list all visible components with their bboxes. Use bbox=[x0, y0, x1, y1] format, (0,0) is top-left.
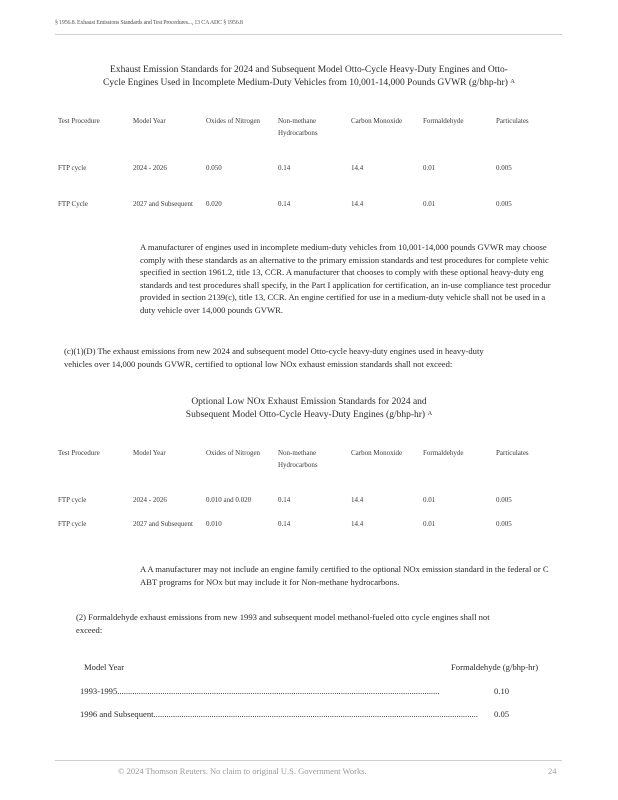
table1-header-co: Carbon Monoxide bbox=[351, 117, 403, 125]
table-cell: 0.14 bbox=[278, 496, 291, 504]
table-cell: 0.01 bbox=[423, 520, 436, 528]
table2-header-formaldehyde: Formaldehyde bbox=[423, 449, 464, 457]
table3-header-model-year: Model Year bbox=[84, 662, 125, 672]
running-header: § 1956.8. Exhaust Emissions Standards and Test Procedures..., 13 CA ADC § 1956.8 bbox=[55, 20, 243, 26]
paragraph-c-1-d bbox=[64, 345, 484, 370]
table3-header-formaldehyde: Formaldehyde (g/bhp-hr) bbox=[451, 662, 539, 672]
table2-header-nox: Oxides of Nitrogen bbox=[206, 449, 261, 457]
table-cell: 0.050 bbox=[206, 164, 222, 172]
table-cell: 0.005 bbox=[496, 520, 512, 528]
paragraph-line: vehicles over 14,000 pounds GVWR, certified to optional low NOx exhaust emission standards shall not exceed: bbox=[64, 358, 453, 369]
table-cell: 0.01 bbox=[423, 200, 436, 208]
table-cell: 14.4 bbox=[351, 520, 364, 528]
table-cell: 0.01 bbox=[423, 496, 436, 504]
table-cell: 0.14 bbox=[278, 520, 291, 528]
table-cell: 2024 - 2026 bbox=[133, 496, 167, 504]
page-number: 24 bbox=[548, 766, 557, 776]
paragraph-2 bbox=[76, 611, 490, 636]
table1-header-nmhc-line2: Hydrocarbons bbox=[278, 129, 318, 137]
copyright-footer: © 2024 Thomson Reuters. No claim to original U.S. Government Works. bbox=[118, 766, 367, 776]
table2-header-nmhc-line1: Non-methane bbox=[278, 449, 317, 457]
table-cell: 2027 and Subsequent bbox=[133, 200, 193, 208]
table2-header-test-procedure: Test Procedure bbox=[58, 449, 100, 457]
paragraph-line: (2) Formaldehyde exhaust emissions from new 1993 and subsequent model methanol-fueled otto cycle engines shall not bbox=[76, 612, 490, 622]
table-cell: 0.010 and 0.020 bbox=[206, 496, 252, 504]
table-cell: 0.005 bbox=[496, 164, 512, 172]
table-cell: 0.14 bbox=[278, 200, 291, 208]
table-cell: 14.4 bbox=[351, 200, 364, 208]
table-cell: 2024 - 2026 bbox=[133, 164, 167, 172]
table-cell: FTP cycle bbox=[58, 164, 87, 172]
table1-title-line2-wrap bbox=[0, 77, 618, 90]
table-cell: 0.05 bbox=[494, 709, 510, 719]
table3-row-year bbox=[80, 685, 442, 698]
table1-title-line1: Exhaust Emission Standards for 2024 and Subsequent Model Otto-Cycle Heavy-Duty Engines and Otto- bbox=[110, 65, 508, 75]
table-cell: FTP cycle bbox=[58, 496, 87, 504]
footnote-line: ABT programs for NOx but may include it for Non-methane hydrocarbons. bbox=[140, 576, 400, 587]
footnote-line: A manufacturer of engines used in incomplete medium-duty vehicles from 10,001-14,000 pounds GVWR may choose bbox=[140, 242, 547, 252]
table1-header-nox: Oxides of Nitrogen bbox=[206, 117, 261, 125]
footnote-line: comply with these standards as an alternative to the primary emission standards and test procedures for complete vehic bbox=[140, 254, 549, 265]
footnote-line: provided in section 2139(c), title 13, CCR. An engine certified for use in a medium-duty vehicle shall not be used in a bbox=[140, 292, 546, 303]
table1-title-line2: Cycle Engines Used in Incomplete Medium-Duty Vehicles from 10,001-14,000 Pounds GVWR (g/bhp-hr) bbox=[103, 78, 508, 88]
table-cell: 0.005 bbox=[496, 496, 512, 504]
table-cell: FTP Cycle bbox=[58, 200, 88, 208]
table-cell: FTP cycle bbox=[58, 520, 87, 528]
table2-header-nmhc-line2: Hydrocarbons bbox=[278, 461, 318, 469]
table2-title-line1: Optional Low NOx Exhaust Emission Standards for 2024 and bbox=[191, 397, 427, 407]
footnote-line: standards and test procedures shall specify, in the Part I application for certification, an in-use compliance test procedur bbox=[140, 279, 551, 290]
table-cell: 1993-1995 bbox=[80, 686, 118, 696]
table2-header-model-year: Model Year bbox=[133, 449, 166, 457]
table1-header-nmhc-line1: Non-methane bbox=[278, 117, 317, 125]
dot-leader: ...................................................................................................................................................... bbox=[117, 686, 440, 696]
paragraph-line: exceed: bbox=[76, 624, 103, 635]
footnote-line: specified in section 1961.2, title 13, CCR. A manufacturer that chooses to comply with these optional heavy-duty eng bbox=[140, 267, 544, 278]
table-cell: 0.010 bbox=[206, 520, 222, 528]
dot-leader: ...................................................................................................................................................... bbox=[155, 709, 478, 719]
table1-title bbox=[0, 64, 618, 90]
table-cell: 0.10 bbox=[494, 686, 510, 696]
table1-title-footnote-mark: A bbox=[510, 78, 515, 85]
table-cell: 2027 and Subsequent bbox=[133, 520, 193, 528]
table3-row-year bbox=[80, 708, 478, 721]
table1-header-test-procedure: Test Procedure bbox=[58, 117, 100, 125]
paragraph-line: (c)(1)(D) The exhaust emissions from new 2024 and subsequent model Otto-cycle heavy-duty engines used in heavy-duty bbox=[64, 346, 484, 356]
table-cell: 14.4 bbox=[351, 164, 364, 172]
table1-header-model-year: Model Year bbox=[133, 117, 166, 125]
table1-header-formaldehyde: Formaldehyde bbox=[423, 117, 464, 125]
table-cell: 14.4 bbox=[351, 496, 364, 504]
table-cell: 0.14 bbox=[278, 164, 291, 172]
table2-header-co: Carbon Monoxide bbox=[351, 449, 403, 457]
header-rule bbox=[55, 34, 562, 35]
table1-footnote bbox=[140, 241, 618, 317]
table-cell: 0.01 bbox=[423, 164, 436, 172]
table2-title bbox=[0, 396, 618, 422]
table2-title-line2-wrap bbox=[0, 409, 618, 422]
table2-title-footnote-mark: A bbox=[427, 410, 433, 417]
footnote-line: duty vehicle over 14,000 pounds GVWR. bbox=[140, 304, 283, 315]
footnote-line: A A manufacturer may not include an engine family certified to the optional NOx emission standard in the federal or C bbox=[140, 564, 549, 574]
table1-header-particulates: Particulates bbox=[496, 117, 529, 125]
table2-header-particulates: Particulates bbox=[496, 449, 529, 457]
table2-footnote bbox=[140, 563, 618, 588]
table-cell: 0.020 bbox=[206, 200, 222, 208]
footer-rule bbox=[55, 760, 562, 761]
table-cell: 1996 and Subsequent. bbox=[80, 709, 156, 719]
table2-title-line2: Subsequent Model Otto-Cycle Heavy-Duty Engines (g/bhp-hr) bbox=[185, 410, 426, 420]
table-cell: 0.005 bbox=[496, 200, 512, 208]
